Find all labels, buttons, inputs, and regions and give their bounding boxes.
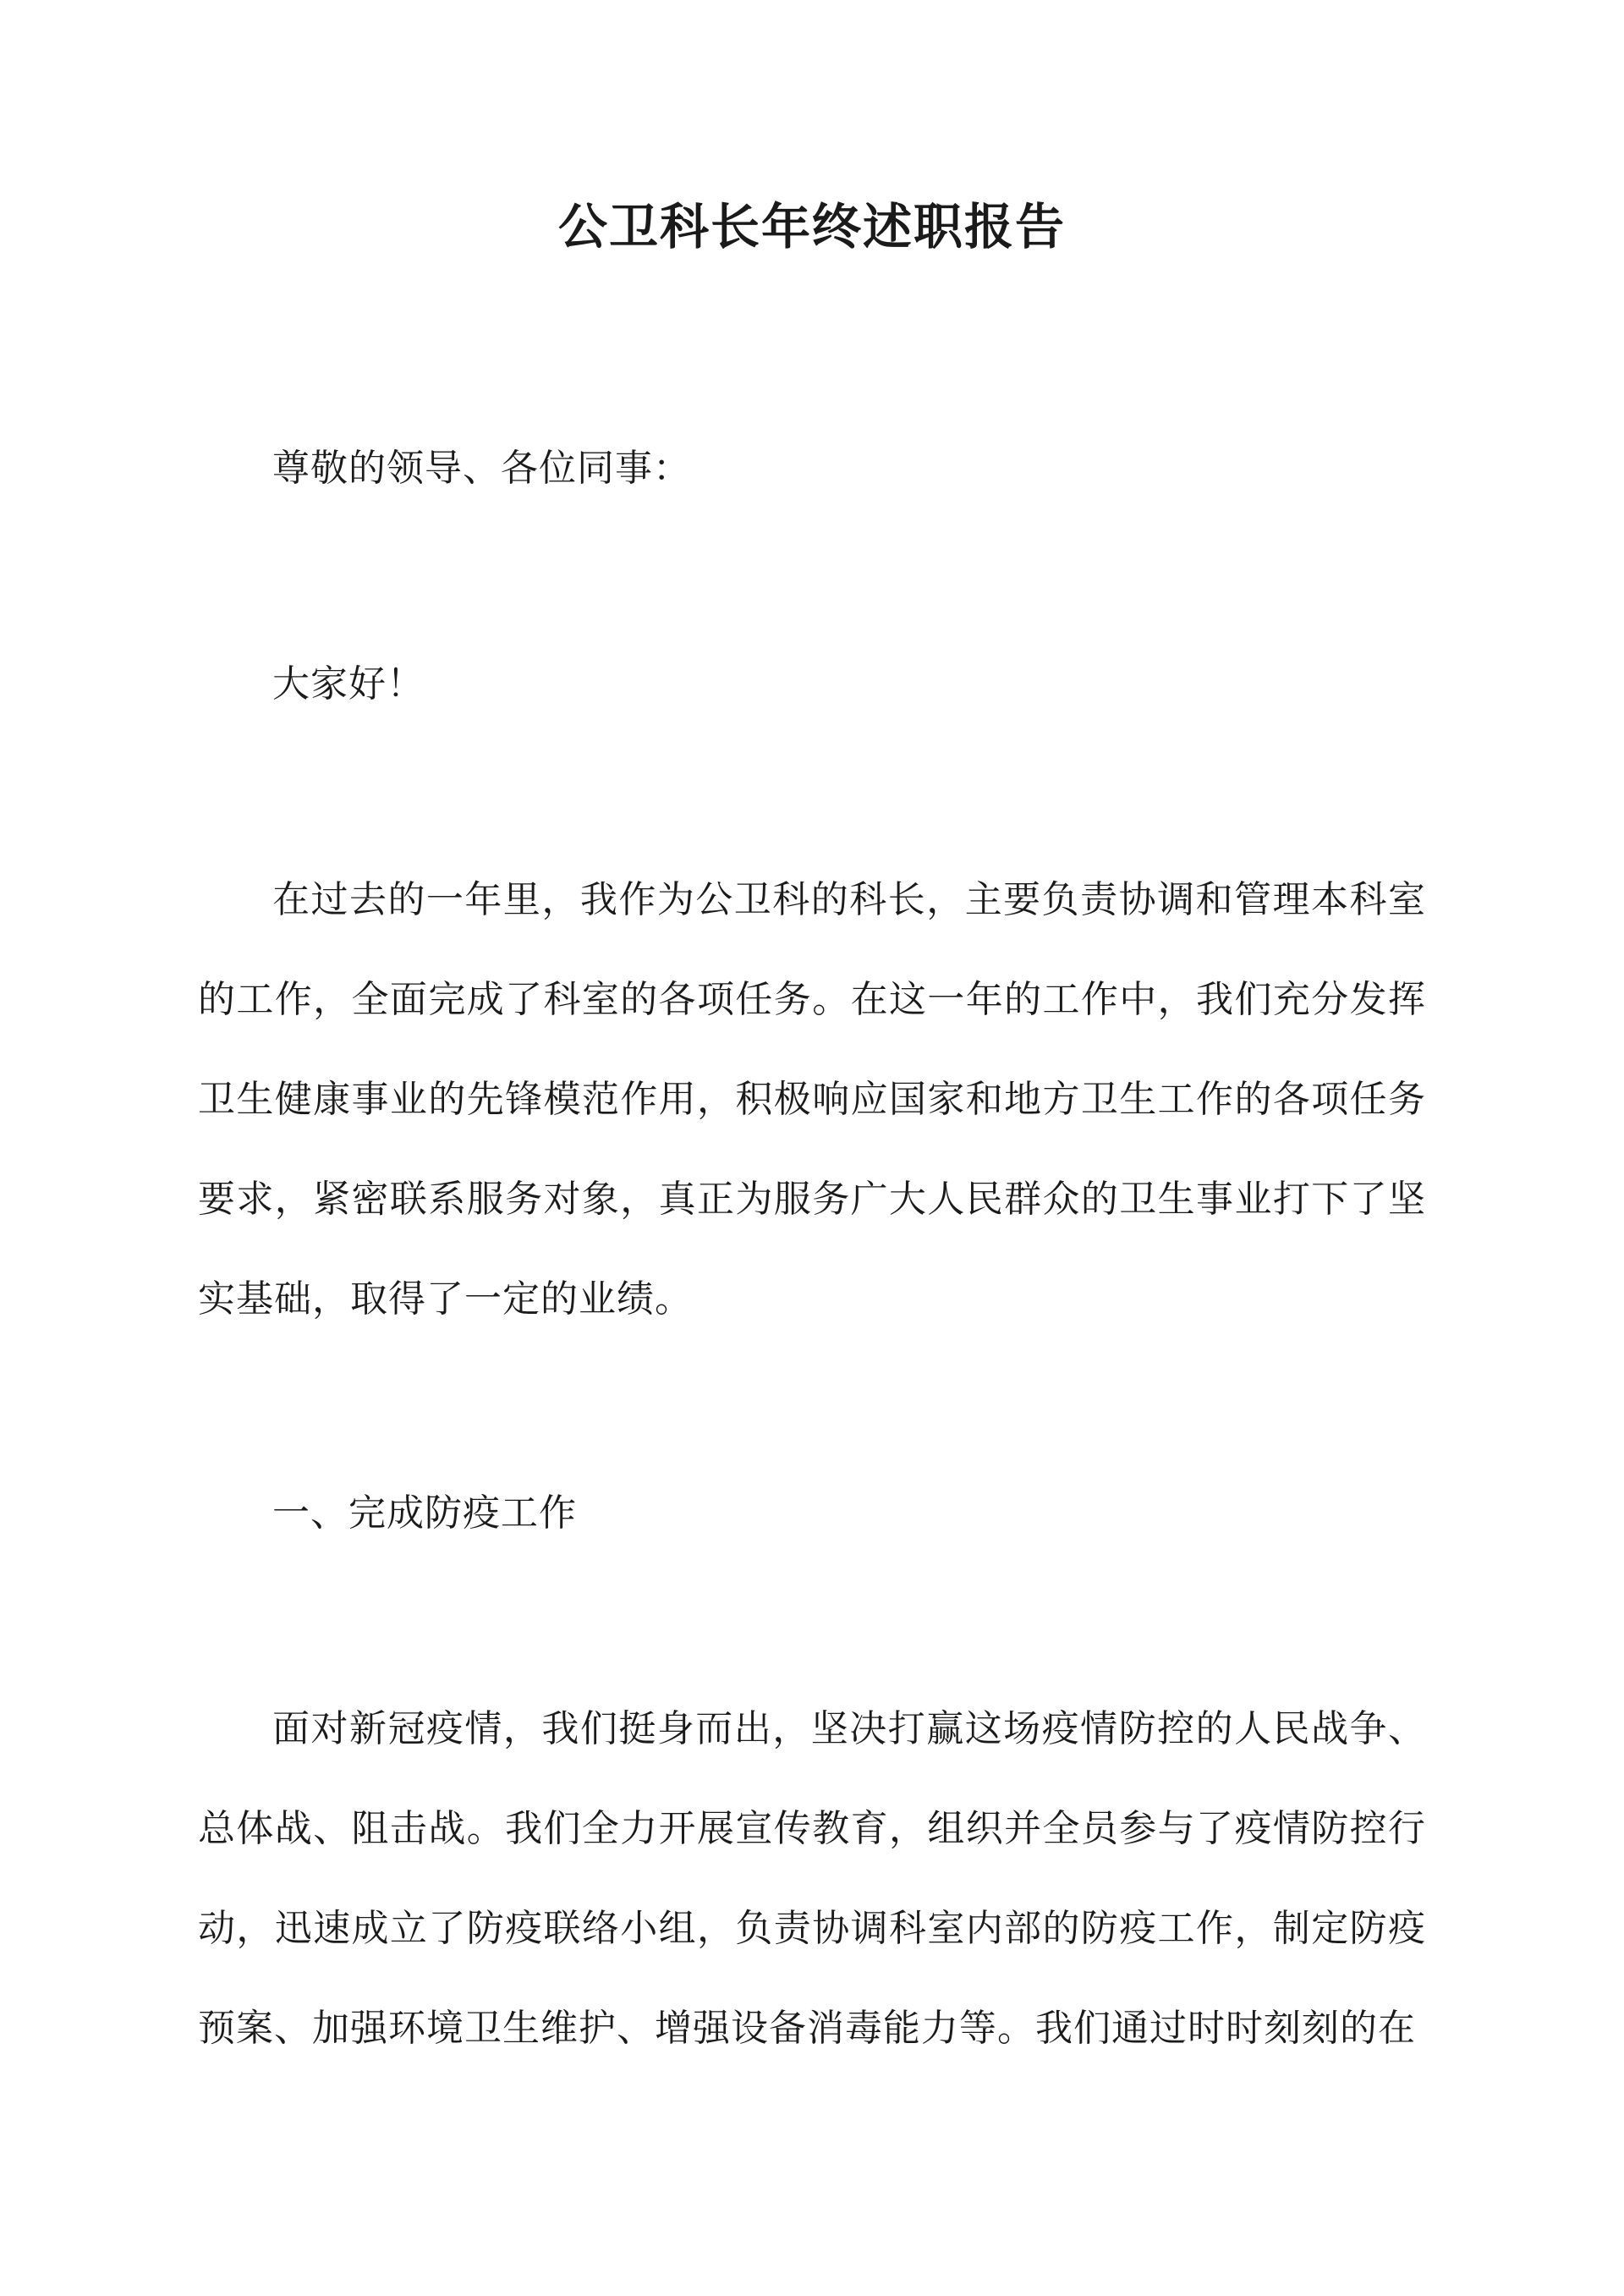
- document-title: 公卫科长年终述职报告: [557, 198, 1066, 255]
- section-heading: 一、完成防疫工作: [272, 1491, 577, 1535]
- intro-paragraph: 在过去的一年里，我作为公卫科的科长，主要负责协调和管理本科室的工作，全面完成了科室的各项任务。在这一年的工作中，我们充分发挥卫生健康事业的先锋模范作用，积极响应国家和地方卫生工作的各项任务要求，紧密联系服务对象，真正为服务广大人民群众的卫生事业打下了坚实基础，取得了一定的业绩。: [198, 878, 1426, 1321]
- salutation: 尊敬的领导、各位同事：: [272, 447, 691, 490]
- greeting: 大家好！: [272, 662, 425, 706]
- section-paragraph: 面对新冠疫情，我们挺身而出，坚决打赢这场疫情防控的人民战争、总体战、阻击战。我们全力开展宣传教育，组织并全员参与了疫情防控行动，迅速成立了防疫联络小组，负责协调科室内部的防疫工作，制定防疫预案、加强环境卫生维护、增强设备消毒能力等。我们通过时时刻刻的在: [198, 1707, 1426, 2050]
